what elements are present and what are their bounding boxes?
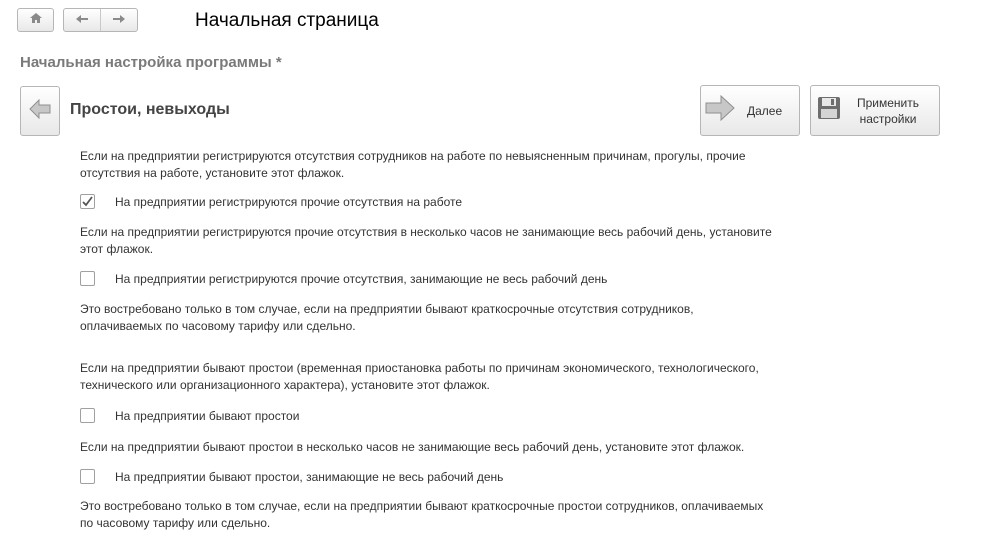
checkmark-icon: [81, 195, 94, 208]
apply-settings-label: [853, 95, 923, 127]
description-downtime: [80, 360, 759, 394]
form-title: Начальная настройка программы *: [20, 54, 282, 71]
big-arrow-left-icon: [29, 99, 51, 124]
checkbox-other-absences[interactable]: [80, 194, 95, 209]
checkbox-row-partial-absences[interactable]: [80, 271, 607, 286]
checkbox-label: На предприятии бывают простои, занимающие не весь рабочий день: [115, 469, 504, 484]
checkbox-row-partial-downtime[interactable]: [80, 469, 503, 484]
checkbox-label: На предприятии бывают простои: [115, 408, 300, 423]
note-partial-absences: [80, 301, 694, 335]
description-line: Если на предприятии регистрируются прочие отсутствия в несколько часов не занимающие весь рабочий день, установите: [80, 225, 772, 239]
description-absences: [80, 148, 746, 182]
window-title: Начальная страница: [195, 10, 379, 31]
description-line: Это востребовано только в том случае, если на предприятии бывают краткосрочные отсутствия сотрудников,: [80, 302, 694, 316]
apply-settings-label-line2: настройки: [859, 111, 917, 126]
apply-settings-button[interactable]: [810, 85, 940, 136]
description-line: оплачиваемых по часовому тарифу или сдельно.: [80, 319, 356, 333]
checkbox-partial-downtime[interactable]: [80, 469, 95, 484]
checkbox-row-other-absences[interactable]: [80, 194, 462, 209]
description-line: Если на предприятии бывают простои (временная приостановка работы по причинам экономического, технологического,: [80, 361, 759, 375]
description-line: этот флажок.: [80, 242, 154, 256]
home-icon: [29, 11, 43, 29]
description-line: технического или организационного характера), установите этот флажок.: [80, 378, 490, 392]
step-title: Простои, невыходы: [70, 101, 230, 118]
checkbox-row-downtime[interactable]: [80, 408, 299, 423]
forward-button[interactable]: [101, 9, 137, 31]
arrow-right-icon: [112, 11, 126, 29]
back-button[interactable]: [64, 9, 100, 31]
description-line: отсутствия на работе, установите этот флажок.: [80, 166, 345, 180]
description-line: по часовому тарифу или сдельно.: [80, 516, 271, 530]
previous-step-button[interactable]: [20, 86, 60, 136]
description-partial-downtime: [80, 439, 744, 456]
checkbox-label: На предприятии регистрируются прочие отсутствия, занимающие не весь рабочий день: [115, 271, 608, 286]
description-line: Это востребовано только в том случае, если на предприятии бывают краткосрочные простои сотрудников, оплачиваемых: [80, 499, 764, 513]
checkbox-label: На предприятии регистрируются прочие отсутствия на работе: [115, 194, 463, 209]
description-partial-absences: [80, 224, 772, 258]
next-button-label: Далее: [747, 103, 783, 118]
next-button[interactable]: [700, 85, 800, 136]
home-button[interactable]: [17, 8, 54, 32]
description-line: Если на предприятии бывают простои в несколько часов не занимающие весь рабочий день, установите этот флажок.: [80, 440, 745, 454]
history-navigation: [63, 8, 138, 32]
big-arrow-right-icon: [705, 95, 735, 126]
checkbox-partial-absences[interactable]: [80, 271, 95, 286]
description-line: Если на предприятии регистрируются отсутствия сотрудников на работе по невыясненным причинам, прогулы, прочие: [80, 149, 746, 163]
note-partial-downtime: [80, 498, 763, 532]
arrow-left-icon: [75, 11, 89, 29]
floppy-disk-icon: [817, 96, 841, 125]
checkbox-downtime[interactable]: [80, 408, 95, 423]
apply-settings-label-line1: Применить: [856, 95, 919, 110]
